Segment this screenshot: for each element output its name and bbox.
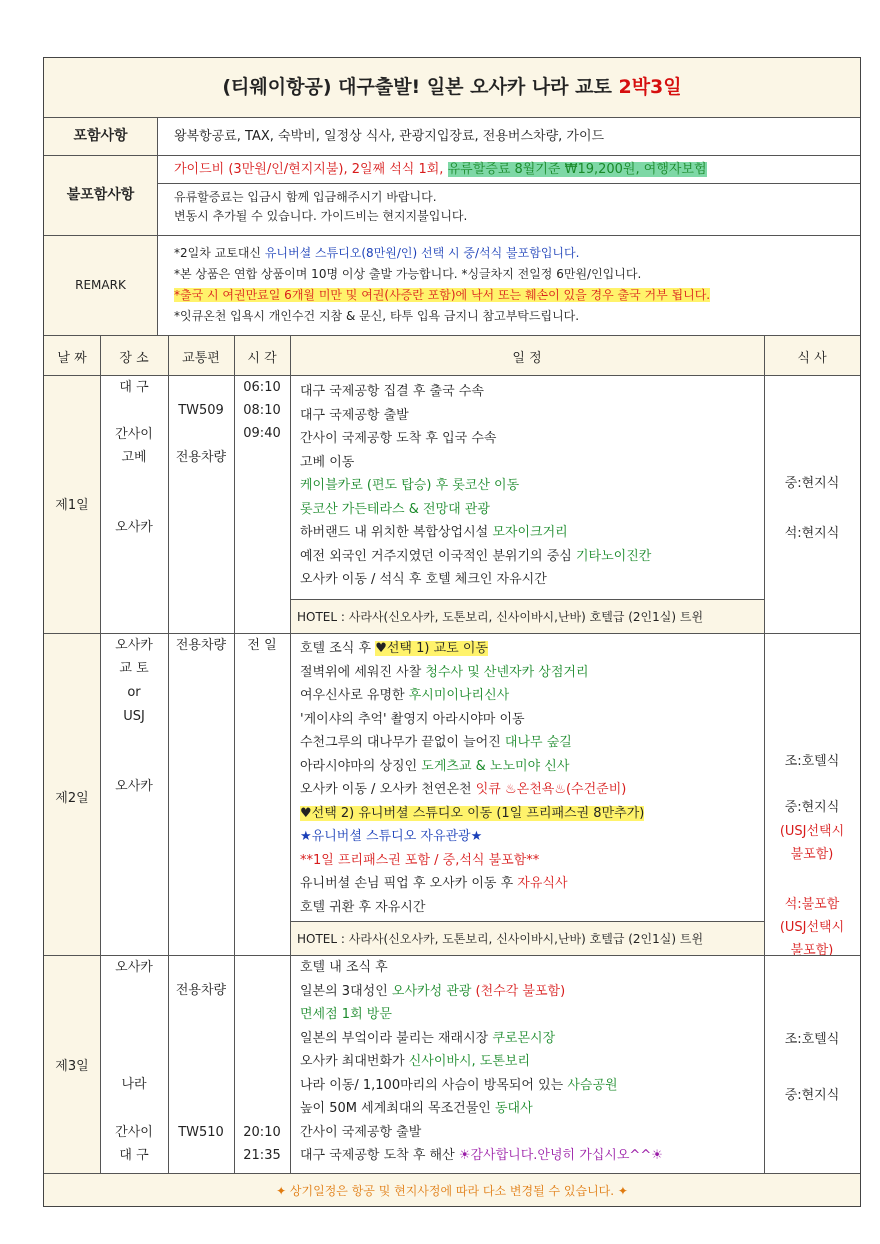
day3-line-5-text: 오사카 최대번화가 [300,1054,409,1069]
day3-line-3: 면세점 1회 방문 [300,1007,392,1022]
day2-meal-breakfast: 조:호텔식 [784,754,840,769]
day2-line-7-text: 오사카 이동 / 오사카 천연온천 [300,782,476,797]
day3-place-1: 오사카 [115,960,153,975]
day2-line-1 [300,637,644,661]
day1-line-7-highlight: 모자이크거리 [492,525,568,540]
day1-line-8-highlight: 기타노이진칸 [575,548,652,564]
day3-line-8: 간사이 국제공항 출발 [300,1124,422,1140]
day3-line-6-highlight: 사슴공원 [567,1077,618,1093]
day2-option-1: ♥선택 1) 교토 이동 [375,641,488,656]
day3-line-9 [300,1144,663,1168]
day2-line-7 [300,778,644,802]
day2-label: 제2일 [55,791,89,806]
page-title [44,58,860,117]
excludes-label: 불포함사항 [44,156,157,235]
day1-label: 제1일 [55,498,89,513]
excludes-note-2: 변동시 추가될 수 있습니다. 가이드비는 현지지불입니다. [174,209,468,223]
day2-time: 전 일 [247,638,277,653]
day3-line-9-text: 대구 국제공항 도착 후 해산 [300,1148,459,1163]
day2-line-2-text: 절벽위에 세워진 사찰 [300,664,426,680]
day3-line-5-highlight: 신사이바시, 도톤보리 [408,1054,531,1069]
day3-bus: 전용차량 [175,983,227,998]
day3-time-1: 20:10 [243,1125,281,1140]
day1-line-7 [300,521,651,545]
header-place: 장 소 [119,351,149,366]
day3-line-4-highlight: 쿠로몬시장 [492,1030,556,1046]
day2-line-6-highlight: 도게츠교 & 노노미야 신사 [421,758,570,774]
itinerary-document [43,57,861,1207]
includes-row [44,117,860,155]
day2-line-11-text: 유니버셜 손님 픽업 후 오사카 이동 후 [300,876,518,891]
includes-label: 포함사항 [44,118,157,155]
day2-line-1-text: 호텔 조식 후 [300,641,376,656]
day2-line-11-highlight: 자유식사 [517,876,568,891]
remark-line-4: *잇큐온천 입욕시 개인수건 지참 & 문신, 타투 입욕 금지니 참고부탁드립니다. [174,309,580,323]
day1-time-1: 06:10 [243,380,281,395]
day2-line-2 [300,661,644,685]
title-days: 2박3일 [618,76,682,98]
day2-line-9: ★유니버셜 스튜디오 자유관광★ [300,829,483,844]
day3-line-2 [300,980,663,1004]
day2-line-3-highlight: 후시미이나리신사 [408,688,510,703]
day1-row [44,375,860,633]
day1-place-1: 대 구 [119,380,149,395]
day2-bus: 전용차량 [175,638,227,653]
day2-line-3-text: 여우신사로 유명한 [300,688,409,703]
day1-line-9: 오사카 이동 / 석식 후 호텔 체크인 자유시간 [300,572,547,587]
day1-line-8-text: 예전 외국인 거주지였던 이국적인 분위기의 중심 [300,548,576,564]
excludes-guide-fee: 가이드비 (3만원/인/현지지불), 2일째 석식 1회, [174,162,444,177]
day3-line-5 [300,1050,663,1074]
day1-line-6: 롯코산 가든테라스 & 전망대 관광 [300,501,490,517]
day2-meal-dinner-note-2: 불포함) [790,943,834,958]
day2-meal-lunch-note-2: 불포함) [790,847,834,862]
day2-option-2: ♥선택 2) 유니버셜 스튜디오 이동 (1일 프리패스권 8만추가) [300,805,645,821]
day1-time-3: 09:40 [243,426,281,441]
day1-place-2: 간사이 [115,427,153,442]
day2-line-7-highlight: 잇큐 ♨온천욕♨(수건준비) [475,782,627,797]
day2-line-12: 호텔 귀환 후 자유시간 [300,899,426,915]
day1-time-2: 08:10 [243,403,281,418]
day2-line-4: '게이샤의 추억' 촬영지 아라시야마 이동 [300,711,525,727]
day1-place-4: 오사카 [115,520,153,535]
day2-line-6-text: 아라시야마의 상징인 [300,758,422,774]
day2-line-10: **1일 프리패스권 포함 / 중,석식 불포함** [300,852,540,868]
day3-line-7 [300,1097,663,1121]
day2-place-4: USJ [123,709,145,724]
day3-line-7-text: 높이 50M 세계최대의 목조건물인 [300,1101,495,1116]
day3-line-6-text: 나라 이동/ 1,100마리의 사슴이 방목되어 있는 [300,1077,568,1093]
remark-line-2: *본 상품은 연합 상품이며 10명 이상 출발 가능합니다. *싱글차지 전일정 6만원/인입니다. [174,267,642,281]
remark-line-3: *출국 시 여권만료일 6개월 미만 및 여권(사증란 포함)에 낙서 또는 훼손이 있을 경우 출국 거부 됩니다. [174,288,711,302]
day2-line-2-highlight: 청수사 및 산넨자카 상점거리 [425,664,589,680]
schedule-header [44,335,860,375]
day3-line-6 [300,1074,663,1098]
remark-label: REMARK [44,236,157,335]
day3-line-2-note: (천수각 불포함) [475,983,566,999]
day2-meal-dinner-note-1: (USJ선택시 [779,920,845,935]
day2-hotel: HOTEL : 사라사(신오사카, 도톤보리, 신사이바시,난바) 호텔급 (2인1실) 트윈 [290,921,765,956]
day1-flight: TW509 [178,403,224,418]
day1-meal-dinner: 석:현지식 [784,526,840,541]
day3-meal-breakfast: 조:호텔식 [784,1032,840,1047]
day1-place-3: 고베 [121,450,147,465]
day3-place-3: 간사이 [115,1125,153,1140]
remark-row [44,235,860,335]
day1-line-5: 케이블카로 (편도 탑승) 후 롯코산 이동 [300,478,520,493]
day3-line-2-text: 일본의 3대성인 [300,983,392,999]
day1-hotel: HOTEL : 사라사(신오사카, 도톤보리, 신사이바시,난바) 호텔급 (2인1실) 트윈 [290,599,765,634]
day3-line-1: 호텔 내 조식 후 [300,960,388,975]
footer-note-text: ✦ 상기일정은 항공 및 현지사정에 따라 다소 변경될 수 있습니다. ✦ [276,1184,628,1198]
excludes-row [44,155,860,235]
day3-flight: TW510 [178,1125,224,1140]
day2-meal-dinner: 석:불포함 [784,897,840,912]
day2-meal-lunch-note-1: (USJ선택시 [779,824,845,839]
remark-usj-note: 유니버셜 스튜디오(8만원/인) 선택 시 중/석식 불포함입니다. [264,246,580,260]
day2-meal-lunch: 중:현지식 [784,800,840,815]
day1-line-2: 대구 국제공항 출발 [300,407,409,423]
day2-place-2: 교 토 [119,661,149,676]
day3-line-7-highlight: 동대사 [494,1101,533,1116]
day2-line-6 [300,755,644,779]
remark-line-1-prefix: *2일차 교토대신 [174,246,265,260]
header-schedule: 일 정 [512,351,542,366]
excludes-note-1: 유류할증료는 입금시 함께 입금해주시기 바랍니다. [174,190,437,204]
day2-schedule [300,637,644,919]
day1-line-1: 대구 국제공항 집결 후 출국 수속 [300,384,484,399]
day3-meal-lunch: 중:현지식 [784,1088,840,1103]
day2-place-3: or [127,685,141,700]
day3-label: 제3일 [55,1059,89,1074]
footer-note [44,1182,860,1199]
day1-line-4: 고베 이동 [300,454,355,470]
day1-line-8 [300,545,651,569]
day1-schedule [300,380,651,592]
day2-line-5 [300,731,644,755]
footer-note-bar [44,1173,860,1206]
day3-line-2-highlight: 오사카성 관광 [391,983,476,999]
header-meal: 식 사 [797,351,827,366]
day3-schedule [300,956,663,1168]
day1-line-7-text: 하버랜드 내 위치한 복합상업시설 [300,525,493,540]
day2-row [44,633,860,958]
day3-farewell: ☀감사합니다.안녕히 가십시오^^☀ [458,1148,663,1163]
day3-place-2: 나라 [121,1077,147,1092]
excludes-fuel-surcharge: 유류할증료 8월기준 ₩19,200원, 여행자보험 [447,162,707,177]
day3-line-4-text: 일본의 부엌이라 불리는 재래시장 [300,1030,493,1046]
day2-line-8-wrap [300,802,644,826]
day2-line-11 [300,872,644,896]
day2-line-3 [300,684,644,708]
header-transport: 교통편 [182,351,220,366]
day2-line-5-text: 수천그루의 대나무가 끝없이 늘어진 [300,735,505,750]
day3-line-4 [300,1027,663,1051]
day1-meal-lunch: 중:현지식 [784,476,840,491]
excludes-main [174,159,707,180]
header-date: 날 짜 [57,351,87,366]
day1-line-3: 간사이 국제공항 도착 후 입국 수속 [300,431,497,446]
title-main: (티웨이항공) 대구출발! 일본 오사카 나라 교토 [222,76,619,98]
header-time: 시 각 [247,351,277,366]
day2-place-1: 오사카 [115,638,153,653]
remark-line-3-wrap [174,285,710,306]
day2-line-5-highlight: 대나무 숲길 [504,735,572,750]
day1-bus: 전용차량 [175,450,227,465]
includes-text: 왕복항공료, TAX, 숙박비, 일정상 식사, 관광지입장료, 전용버스차량, 가이드 [174,129,605,144]
day3-row [44,955,860,1173]
day3-time-2: 21:35 [243,1148,281,1163]
day3-place-4: 대 구 [119,1148,149,1163]
day2-place-5: 오사카 [115,779,153,794]
remark-line-1 [174,243,579,264]
